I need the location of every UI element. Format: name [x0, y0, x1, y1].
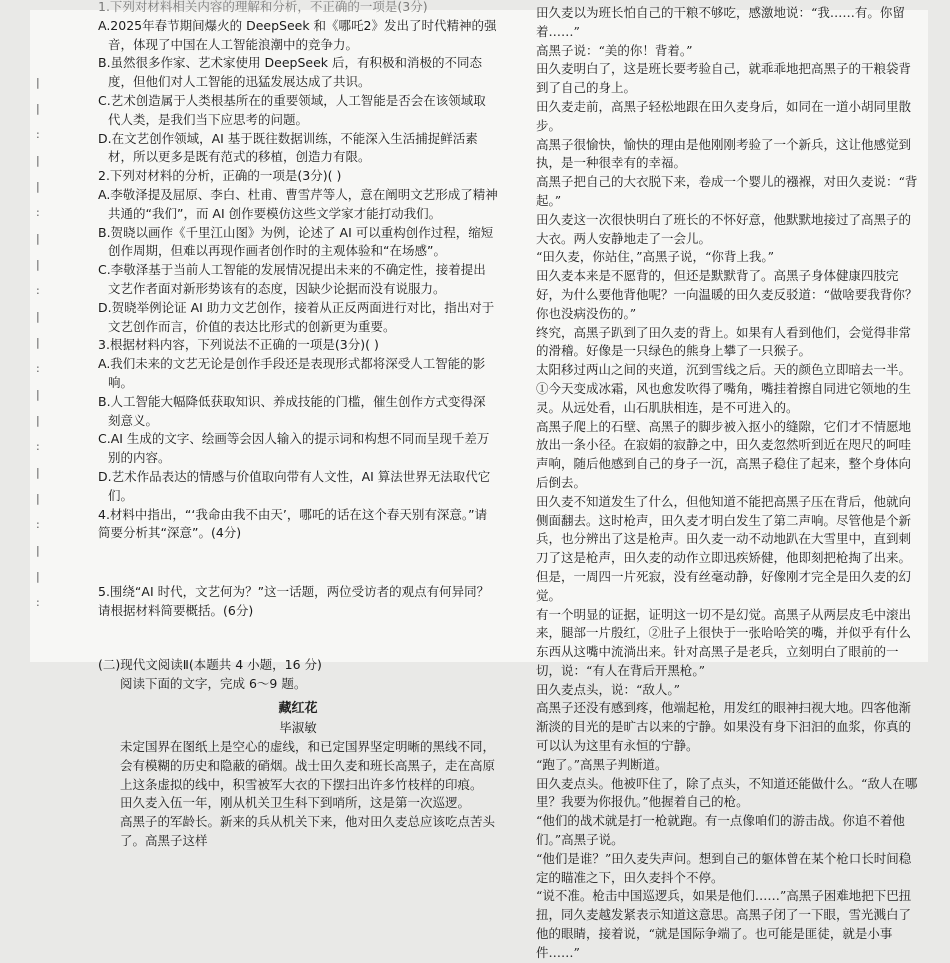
q3-option-d: D.艺术作品表达的情感与价值取向带有人文性，AI 算法世界无法取代它们。 — [98, 468, 491, 503]
q2-stem: 2.下列对材料的分析，正确的一项是(3分)( ) — [98, 168, 342, 184]
story-paragraph: 高黑子还没有感到疼，他端起枪，用发红的眼神扫视大地。四客他渐渐淡的目光的是旷古以来的宁静。如果没有身下汩汩的血浆，你真的可以认为这里有永恒的宁静。 — [536, 700, 912, 754]
story-paragraph: 田久麦这一次很快明白了班长的不怀好意，他默默地接过了高黑子的大衣。两人安静地走了一会儿。 — [536, 211, 912, 246]
story-paragraph: 田久麦点头，说：“敌人。” — [536, 681, 681, 697]
q3-stem: 3.根据材料内容，下列说法不正确的一项是(3分)( ) — [98, 337, 379, 353]
q4-question: 4.材料中指出，“‘我命由我不由天’，哪吒的话在这个春天别有深意。”请简要分析其“深意”。(4分) — [98, 506, 488, 541]
story-paragraph: “说不准。枪击中国巡逻兵，如果是他们……”高黑子困难地把下巴扭扭，同久麦越发紧表示知道这意思。高黑子闭了一下眼，雪光溅白了他的眼睛，接着说，“就是国际争端了。也可能是匪徒，就是小事件……” — [536, 888, 912, 960]
q1-cut-header: 1.下列对材料相关内容的理解和分析，不正确的一项是(3分) — [98, 0, 428, 14]
story-paragraph: 田久麦明白了，这是班长要考验自己，就乖乖地把高黑子的干粮袋背到了自己的身上。 — [536, 61, 912, 96]
q5-answer-space — [98, 621, 498, 656]
q1-option-a: A.2025年春节期间爆火的 DeepSeek 和《哪吒2》发出了时代精神的强音，体现了中国在人工智能浪潮中的竞争力。 — [98, 17, 497, 52]
binding-edge-marks: | | : | | : | | : | | : | | : | | : | | : — [36, 76, 40, 609]
q2-option-d: D.贺晓举例论证 AI 助力文艺创作，接着从正反两面进行对比，指出对于文艺创作而言，价值的表达比形式的创新更为重要。 — [98, 299, 495, 334]
story-paragraph: 高黑子的军龄长。新来的兵从机关下来，他对田久麦总应该吃点苦头了。高黑子这样 — [120, 814, 496, 849]
q2-option-c: C.李敬泽基于当前人工智能的发展情况提出未来的不确定性，接着提出文艺作者面对新形势该有的态度，因缺少论据而没有说服力。 — [98, 262, 486, 296]
story-paragraph: 田久麦入伍一年，刚从机关卫生科下到哨所，这是第一次巡逻。 — [120, 795, 471, 811]
left-column — [98, 0, 498, 851]
story-title: 藏红花 — [278, 701, 318, 717]
right-column — [514, 5, 918, 963]
story-paragraph-marked-2: 有一个明显的证据，证明这一切不是幻觉。高黑子从两层皮毛中滚出来，腿部一片殷红，②肚子上很快于一张哈哈笑的嘴，并似乎有什么东西从这嘴中流淌出来。针对高黑子是老兵，立刻明白了眼前的一切，说：“有人在背后开黑枪。” — [536, 606, 912, 678]
q4-answer-space — [98, 543, 498, 583]
story-paragraph: “他们是谁？”田久麦失声问。想到自己的躯体曾在某个枪口长时间稳定的瞄准之下，田久麦抖个不停。 — [536, 850, 912, 885]
story-paragraph: 高黑子说：“美的你！背着。” — [536, 42, 693, 58]
story-paragraph: “他们的战术就是打一枪就跑。有一点像咱们的游击战。你追不着他们。”高黑子说。 — [536, 813, 905, 848]
q2-option-a: A.李敬泽提及屈原、李白、杜甫、曹雪芹等人，意在阐明文艺形成了精神共通的“我们”，而 AI 创作要模仿这些文学家才能打动我们。 — [98, 186, 498, 221]
reading-instruction: 阅读下面的文字，完成 6～9 题。 — [120, 675, 307, 691]
story-author: 毕淑敏 — [279, 720, 317, 736]
q3-option-b: B.人工智能大幅降低获取知识、养成技能的门槛，催生创作方式变得深刻意义。 — [98, 393, 486, 428]
story-paragraph: 高黑子很愉快，愉快的理由是他刚刚考验了一个新兵，这让他感觉到执，是一种很幸有的幸福。 — [536, 136, 912, 171]
q3-option-a: A.我们未来的文艺无论是创作手段还是表现形式都将深受人工智能的影响。 — [98, 356, 486, 390]
story-paragraph: 田久麦本来是不愿背的，但还是默默背了。高黑子身体健康四肢完好，为什么要他背他呢？一向温暖的田久麦反驳道：“做啥要我背你？你也没病没伤的。” — [536, 268, 918, 321]
story-cut-line: 田久麦以为班长怕自己的干粮不够吃，感激地说：“我……有。你留着……” — [536, 5, 905, 39]
story-paragraph-marked-1: 太阳移过两山之间的夹道，沉到雪线之后。天的颜色立即暗去一半。①今天变成冰霜，风也愈发吹得了嘴角，嘴挂着擦自同进它领地的生灵。从远处看，山石肌肤相连，是不可进入的。 — [536, 362, 912, 415]
q1-option-c: C.艺术创造属于人类根基所在的重要领域，人工智能是否会在该领域取代人类，是我们当下应思考的问题。 — [98, 92, 486, 127]
exam-sheet — [30, 0, 928, 960]
story-paragraph: 终究，高黑子趴到了田久麦的背上。如果有人看到他们，会觉得非常的滑稽。好像是一只绿色的熊身上攀了一只猴子。 — [536, 324, 912, 359]
q3-option-c: C.AI 生成的文字、绘画等会因人输入的提示词和构想不同而呈现千差万别的内容。 — [98, 431, 490, 466]
story-paragraph: 高黑子爬上的石壁、高黑子的脚步被入抠小的缝隙，它们才不情愿地放出一条小径。在寂娟的寂静之中，田久麦忽然听到近在咫尺的呵哇声响，随后他感到自己的身子一沉，高黑子稳住了起来，整个身体向后倒去。 — [536, 418, 912, 490]
story-paragraph: 田久麦走前，高黑子轻松地跟在田久麦身后，如同在一道小胡同里散步。 — [536, 98, 912, 133]
story-paragraph: 高黑子把自己的大衣脱下来，卷成一个婴儿的襁褓，对田久麦说：“背起。” — [536, 174, 918, 208]
q5-question: 5.围绕“AI 时代，文艺何为？”这一话题，两位受访者的观点有何异同？请根据材料简要概括。(6分) — [98, 584, 490, 618]
section-heading: (二)现代文阅读Ⅱ(本题共 4 小题，16 分) — [98, 656, 322, 672]
q1-option-d: D.在文艺创作领域，AI 基于既往数据训练，不能深入生活捕捉鲜活素材，所以更多是既有范式的移植，创造力有限。 — [98, 130, 478, 165]
q2-option-b: B.贺晓以画作《千里江山图》为例，论述了 AI 可以重构创作过程，缩短创作周期，但难以再现作画者创作时的主观体验和“在场感”。 — [98, 224, 494, 259]
q1-option-b: B.虽然很多作家、艺术家使用 DeepSeek 后，有积极和消极的不同态度，但他们对人工智能的迅猛发展达成了共识。 — [98, 55, 482, 90]
story-paragraph: 未定国界在图纸上是空心的虚线，和已定国界坚定明晰的黑线不同，会有模糊的历史和隐蔽的硝烟。战士田久麦和班长高黑子，走在高原上这条虚拟的线中，积雪被军大衣的下摆扫出许多竹枝样的印痕。 — [120, 739, 496, 792]
story-paragraph: 田久麦点头。他被吓住了，除了点头，不知道还能做什么。“敌人在哪里？我要为你报仇。”他握着自己的枪。 — [536, 775, 918, 810]
story-paragraph: 田久麦不知道发生了什么，但他知道不能把高黑子压在背后，他就向侧面翻去。这时枪声，田久麦才明白发生了第二声响。尽管他是个新兵，也分辨出了这是枪声。田久麦一动不动地趴在大雪里中，直到刺刀了这是枪声，田久麦的动作立即迅疾矫健，他即刻把枪掏了出来。但是，一周四一片死寂，没有丝毫动静，好像刚才完全是田久麦的幻觉。 — [536, 493, 912, 603]
story-paragraph: “跑了。”高黑子判断道。 — [536, 756, 668, 772]
story-paragraph: “田久麦，你站住，”高黑子说，“你背上我。” — [536, 249, 775, 265]
